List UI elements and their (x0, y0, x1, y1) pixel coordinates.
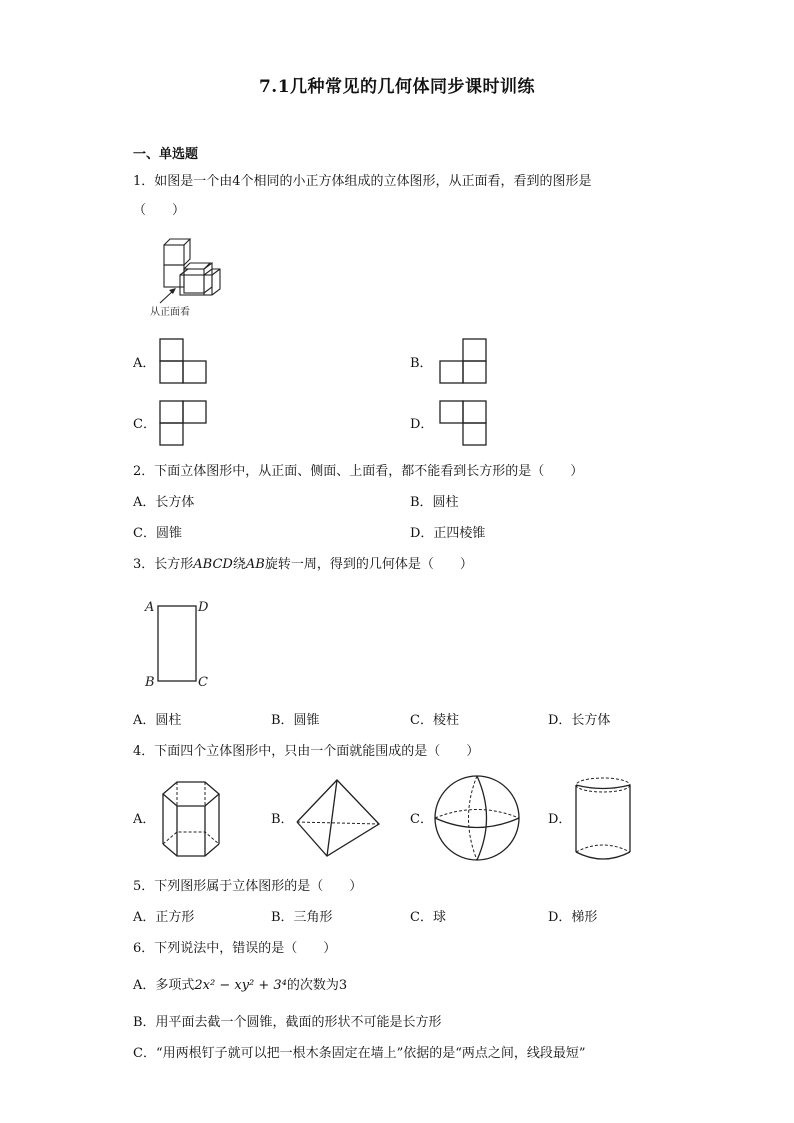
q1-option-d-label[interactable]: D． (410, 417, 434, 432)
q3-stem-abcd: ABCD (193, 557, 233, 572)
q1-paren: （ ） (133, 203, 186, 218)
q4-hexagonal-prism-figure (155, 780, 235, 860)
q3-option-a[interactable]: A．圆柱 (133, 713, 182, 728)
page-title: 7.1几种常见的几何体同步课时训练 (258, 77, 536, 97)
q1-option-d-figure (440, 401, 490, 447)
q3-label-a: A (145, 600, 155, 615)
q4-option-a-label[interactable]: A． (133, 812, 156, 827)
q1-option-c-figure (160, 401, 210, 447)
q3-stem (133, 556, 473, 574)
q6-option-a[interactable] (133, 977, 347, 995)
q1-option-a-figure (160, 339, 210, 385)
q6-option-b[interactable]: B．用平面去截一个圆锥，截面的形状不可能是长方形 (133, 1015, 442, 1030)
q3-stem-pre: 3．长方形 (133, 557, 194, 572)
q3-label-c: C (198, 675, 208, 690)
q2-stem: 2．下面立体图形中，从正面、侧面、上面看，都不能看到长方形的是（ ） (133, 464, 584, 479)
q3-label-b: B (145, 675, 155, 690)
q4-option-b-label[interactable]: B． (271, 812, 294, 827)
q3-stem-ab: AB (245, 557, 265, 572)
q3-rectangle-figure (140, 595, 220, 690)
q4-triangular-pyramid-figure (293, 778, 385, 860)
q3-label-d: D (198, 600, 209, 615)
q6-stem: 6．下列说法中，错误的是（ ） (133, 941, 337, 956)
q6-option-a-post: 的次数为3 (286, 978, 348, 993)
q5-option-c[interactable]: C．球 (410, 910, 446, 925)
q1-figure-caption: 从正面看 (150, 307, 190, 318)
q6-option-c[interactable]: C．“用两根钉子就可以把一根木条固定在墙上”依据的是“两点之间，线段最短” (133, 1046, 586, 1061)
q1-stem: 1．如图是一个由4个相同的小正方体组成的立体图形，从正面看，看到的图形是 (133, 174, 592, 189)
q3-stem-post: 旋转一周，得到的几何体是（ ） (264, 557, 473, 572)
q2-option-a[interactable]: A．长方体 (133, 495, 195, 510)
q1-cubes-figure (140, 235, 240, 320)
q4-stem: 4．下面四个立体图形中，只由一个面就能围成的是（ ） (133, 744, 480, 759)
q4-option-d-label[interactable]: D． (548, 812, 572, 827)
q5-option-a[interactable]: A．正方形 (133, 910, 195, 925)
q1-option-b-label[interactable]: B． (410, 356, 433, 371)
q1-option-a-label[interactable]: A． (133, 356, 156, 371)
q3-option-b[interactable]: B．圆锥 (271, 713, 320, 728)
q6-option-a-math: 2x² − xy² + 3⁴ (194, 978, 287, 993)
q5-option-b[interactable]: B．三角形 (271, 910, 333, 925)
q5-option-d[interactable]: D．梯形 (548, 910, 598, 925)
q5-stem: 5．下列图形属于立体图形的是（ ） (133, 879, 363, 894)
q4-sphere-figure (432, 775, 524, 863)
q3-option-d[interactable]: D．长方体 (548, 713, 611, 728)
q3-stem-mid: 绕 (232, 557, 246, 572)
q6-option-a-pre: A．多项式 (133, 978, 195, 993)
q4-cylinder-figure (573, 776, 637, 864)
section-heading: 一、单选题 (133, 147, 199, 162)
q1-option-c-label[interactable]: C． (133, 417, 156, 432)
q2-option-b[interactable]: B．圆柱 (410, 495, 459, 510)
q1-option-b-figure (440, 339, 490, 385)
q2-option-d[interactable]: D．正四棱锥 (410, 526, 486, 541)
q3-option-c[interactable]: C．棱柱 (410, 713, 459, 728)
q4-option-c-label[interactable]: C． (410, 812, 433, 827)
q2-option-c[interactable]: C．圆锥 (133, 526, 182, 541)
